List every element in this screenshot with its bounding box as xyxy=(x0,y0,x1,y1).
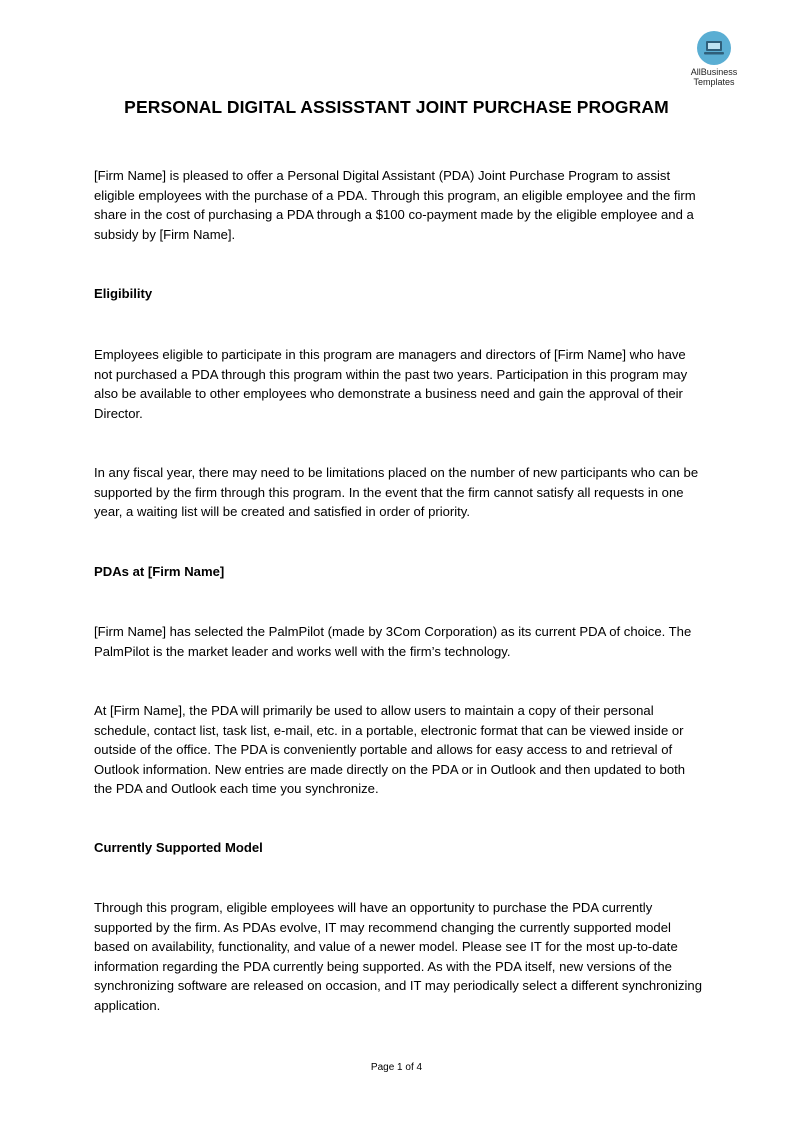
pdas-heading: PDAs at [Firm Name] xyxy=(94,564,225,579)
allbusiness-templates-logo xyxy=(683,31,745,87)
model-paragraph-1: Through this program, eligible employees will have an opportunity to purchase the PDA currently supported by the firm. As PDAs evolve, IT may recommend changing the currently supported model based on availability, functionality, and value of a newer model. Please see IT for the most up-to-date information regarding the PDA currently being supported. As with the PDA itself, new versions of the synchronizing software are released on occasion, and IT may periodically select a different synchronizing application. xyxy=(94,900,702,1013)
eligibility-paragraph-2: In any fiscal year, there may need to be limitations placed on the number of new participants who can be supported by the firm through this program. In the event that the firm cannot satisfy all requests in one year, a waiting list will be created and satisfied in order of priority. xyxy=(94,465,699,520)
logo-text-line1: AllBusiness xyxy=(690,67,738,77)
logo-text-line2: Templates xyxy=(693,77,735,87)
pdas-paragraph-1: [Firm Name] has selected the PalmPilot (made by 3Com Corporation) as its current PDA of choice. The PalmPilot is the market leader and works well with the firm’s technology. xyxy=(94,624,692,659)
currently-supported-model-heading: Currently Supported Model xyxy=(94,840,263,855)
eligibility-paragraph-1: Employees eligible to participate in this program are managers and directors of [Firm Name] who have not purchased a PDA through this program within the past two years. Participation in this program may also be available to other employees who demonstrate a business need and gain the approval of their Director. xyxy=(94,347,688,421)
eligibility-heading: Eligibility xyxy=(94,286,153,301)
document-title: PERSONAL DIGITAL ASSISSTANT JOINT PURCHASE PROGRAM xyxy=(124,97,669,117)
pdas-paragraph-2: At [Firm Name], the PDA will primarily be used to allow users to maintain a copy of their personal schedule, contact list, task list, e-mail, etc. in a portable, electronic format that can be viewed inside or outside of the office. The PDA is conveniently portable and allows for easy access to and retrieval of Outlook information. New entries are made directly on the PDA or in Outlook and then updated to both the PDA and Outlook each time you synchronize. xyxy=(94,703,686,797)
intro-paragraph: [Firm Name] is pleased to offer a Personal Digital Assistant (PDA) Joint Purchase Program to assist eligible employees with the purchase of a PDA. Through this program, an eligible employee and the firm share in the cost of purchasing a PDA through a $100 co-payment made by the eligible employee and a subsidy by [Firm Name]. xyxy=(94,168,696,242)
laptop-icon xyxy=(697,31,731,65)
page-number: Page 1 of 4 xyxy=(370,1062,423,1073)
